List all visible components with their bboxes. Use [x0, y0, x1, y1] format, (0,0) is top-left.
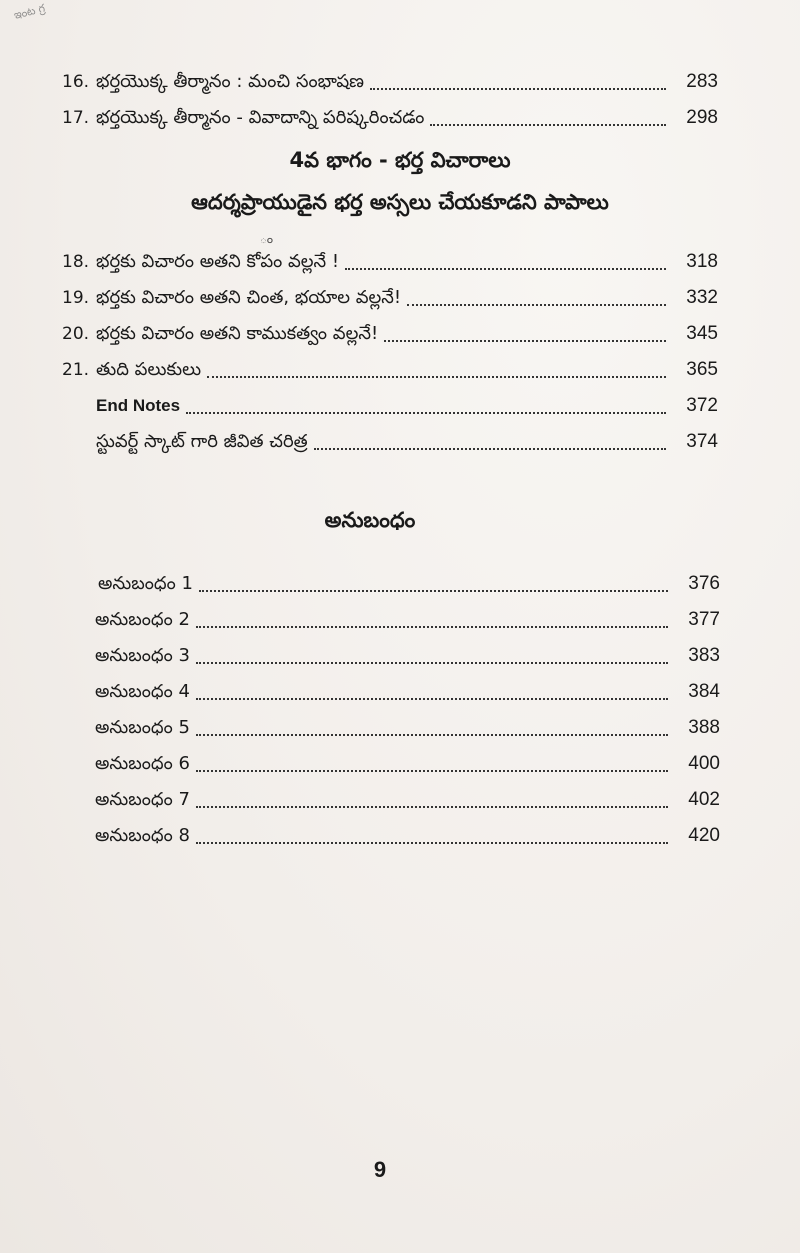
- toc-entry-title: భర్తయొక్క తీర్మానం - వివాదాన్ని పరిష్కరించడం: [96, 107, 425, 128]
- toc-entry-number: 17.: [62, 108, 90, 128]
- toc-entry-biography: [62, 430, 718, 454]
- toc-entry-page: 383: [688, 645, 720, 666]
- dot-leader: [384, 340, 666, 342]
- toc-entry-page: 402: [688, 789, 720, 810]
- toc-entry-title: భర్తయొక్క తీర్మానం : మంచి సంభాషణ: [96, 71, 365, 92]
- toc-entry-page: 376: [688, 573, 720, 594]
- toc-entry-page: 283: [686, 71, 718, 92]
- toc-entry-page: 345: [686, 323, 718, 344]
- toc-entry-16: [62, 70, 718, 94]
- toc-entry-page: 365: [686, 359, 718, 380]
- toc-entry-page: 332: [686, 287, 718, 308]
- toc-entry-20: [62, 322, 718, 346]
- dot-leader: [186, 412, 666, 414]
- appendix-heading: అనుబంధం: [324, 508, 416, 532]
- dot-leader: [314, 448, 666, 450]
- toc-entry-title: భర్తకు విచారం అతని కాముకత్వం వల్లనే!: [96, 323, 379, 344]
- dot-leader: [430, 124, 666, 126]
- part4-subheading: ఆదర్శప్రాయుడైన భర్త అస్సలు చేయకూడని పాపాలు: [191, 190, 609, 214]
- stray-mark: ం: [260, 232, 274, 246]
- dot-leader: [196, 770, 668, 772]
- dot-leader: [199, 590, 668, 592]
- toc-entry-number: 20.: [62, 324, 90, 344]
- toc-entry-title: అనుబంధం 1: [98, 573, 193, 594]
- toc-entry-number: 19.: [62, 288, 90, 308]
- dot-leader: [196, 806, 668, 808]
- toc-entry-title: End Notes: [96, 396, 181, 415]
- toc-entry-title: భర్తకు విచారం అతని చింత, భయాల వల్లనే!: [96, 287, 402, 308]
- appendix-entry-8: [95, 824, 720, 848]
- toc-entry-title: తుది పలుకులు: [96, 359, 202, 380]
- dot-leader: [196, 842, 668, 844]
- toc-entry-page: 377: [688, 609, 720, 630]
- toc-entry-page: 400: [688, 753, 720, 774]
- toc-entry-page: 384: [688, 681, 720, 702]
- dot-leader: [196, 698, 668, 700]
- toc-entry-title: అనుబంధం 8: [95, 825, 190, 846]
- toc-entry-page: 372: [686, 395, 718, 416]
- toc-entry-page: 420: [688, 825, 720, 846]
- toc-entry-18: [62, 250, 718, 274]
- toc-entry-page: 388: [688, 717, 720, 738]
- dot-leader: [370, 88, 666, 90]
- appendix-entry-2: [95, 608, 720, 632]
- appendix-entry-5: [95, 716, 720, 740]
- dot-leader: [196, 734, 668, 736]
- toc-entry-title: భర్తకు విచారం అతని కోపం వల్లనే !: [96, 251, 340, 272]
- toc-entry-title: అనుబంధం 4: [95, 681, 190, 702]
- toc-entry-end-notes: [62, 394, 718, 418]
- toc-entry-title: అనుబంధం 6: [95, 753, 190, 774]
- toc-entry-page: 374: [686, 431, 718, 452]
- toc-entry-17: [62, 106, 718, 130]
- appendix-entry-3: [95, 644, 720, 668]
- toc-entry-page: 318: [686, 251, 718, 272]
- toc-entry-number: 18.: [62, 252, 90, 272]
- toc-entry-number: 16.: [62, 72, 90, 92]
- dot-leader: [196, 662, 668, 664]
- toc-entry-19: [62, 286, 718, 310]
- dot-leader: [345, 268, 666, 270]
- dot-leader: [407, 304, 666, 306]
- page-number: 9: [373, 1157, 387, 1182]
- toc-entry-number: 21.: [62, 360, 90, 380]
- appendix-entry-1: [98, 572, 720, 596]
- appendix-entry-4: [95, 680, 720, 704]
- toc-entry-title: అనుబంధం 7: [95, 789, 190, 810]
- appendix-entry-6: [95, 752, 720, 776]
- dot-leader: [196, 626, 668, 628]
- appendix-entry-7: [95, 788, 720, 812]
- toc-entry-page: 298: [686, 107, 718, 128]
- toc-entry-title: స్టువర్ట్ స్కాట్ గారి జీవిత చరిత్ర: [96, 431, 308, 452]
- part4-heading: 4వ భాగం - భర్త విచారాలు: [289, 148, 511, 172]
- toc-entry-21: [62, 358, 718, 382]
- toc-entry-title: అనుబంధం 3: [95, 645, 190, 666]
- bleed-through-text: ఇంట గ్ర: [12, 1, 47, 22]
- toc-entry-title: అనుబంధం 5: [95, 717, 190, 738]
- toc-entry-title: అనుబంధం 2: [95, 609, 190, 630]
- dot-leader: [207, 376, 666, 378]
